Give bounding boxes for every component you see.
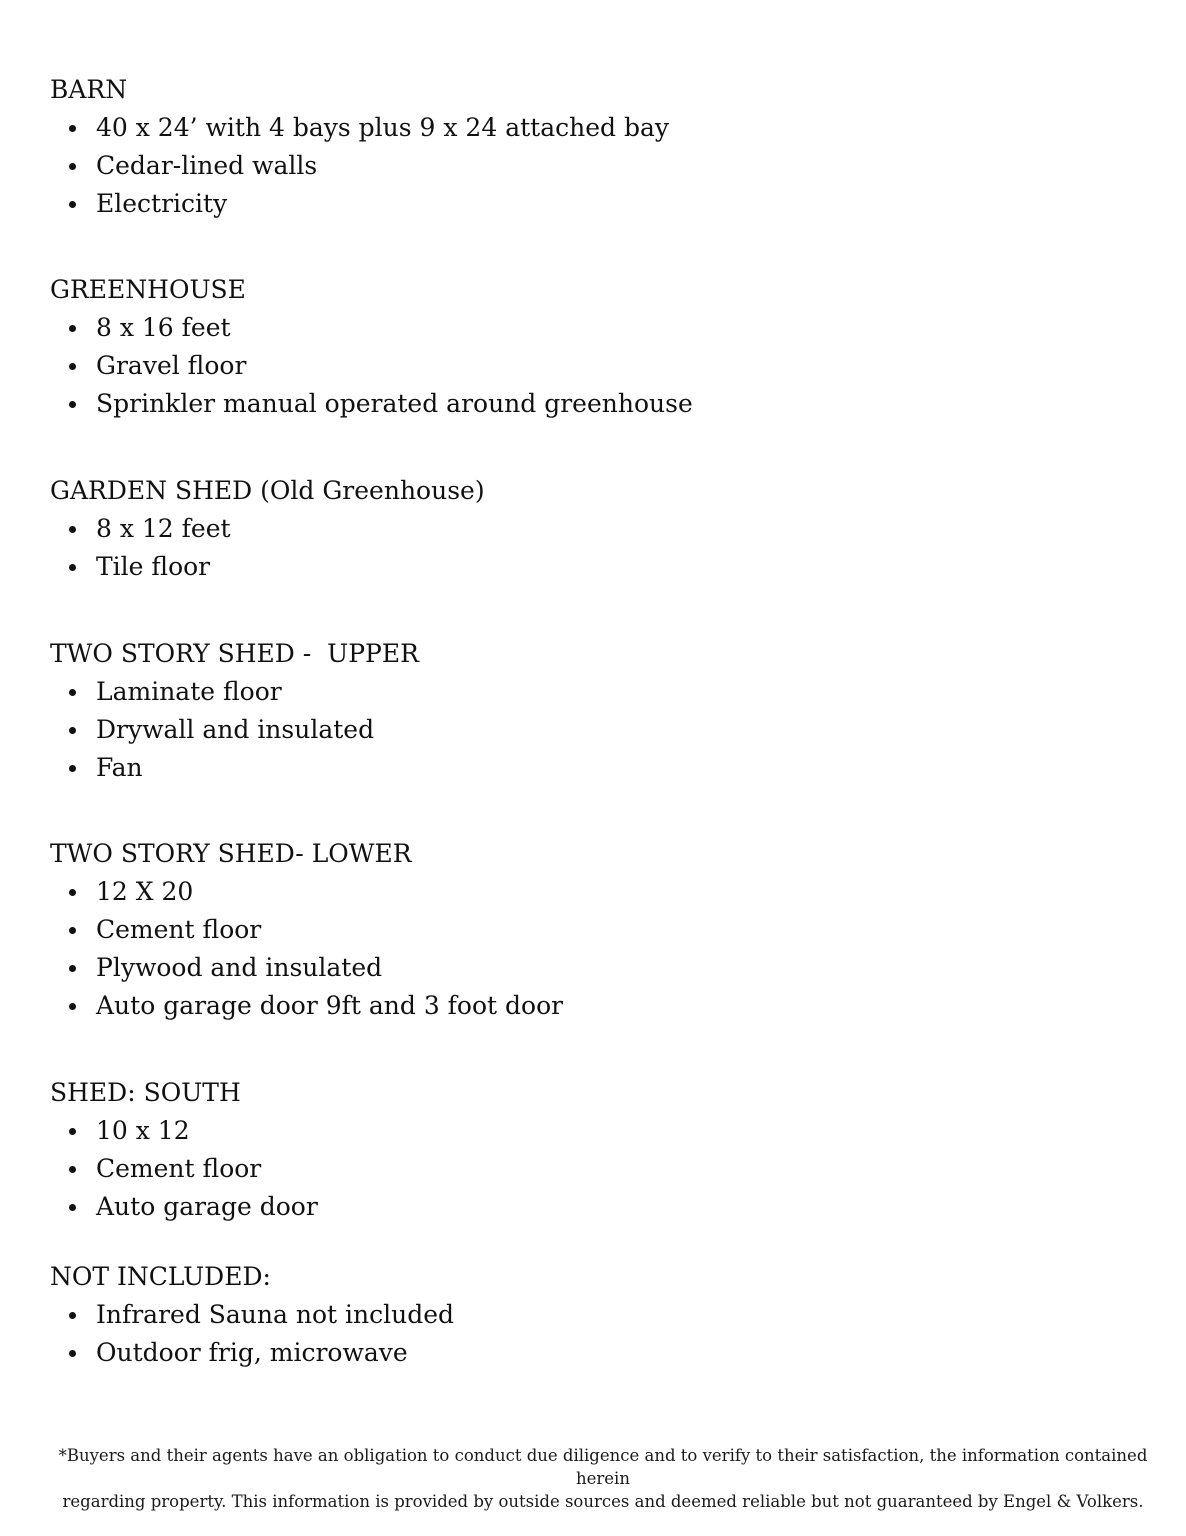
list-item — [50, 385, 1150, 423]
list-item — [50, 987, 1150, 1025]
list-item — [50, 510, 1150, 548]
item-text: Drywall and insulated — [96, 715, 375, 744]
section-title: SHED: SOUTH — [50, 1078, 241, 1107]
item-list — [50, 309, 1150, 423]
section-two-story-lower — [50, 835, 1150, 1025]
item-text: Auto garage door — [96, 1192, 318, 1221]
item-text: 12 X 20 — [96, 877, 194, 906]
list-item — [50, 109, 1150, 147]
section-greenhouse — [50, 271, 1150, 423]
bullet-icon — [69, 325, 76, 332]
item-text: 10 x 12 — [96, 1116, 190, 1145]
bullet-icon — [69, 1166, 76, 1173]
bullet-icon — [69, 1003, 76, 1010]
item-list — [50, 673, 1150, 787]
list-item — [50, 1334, 1150, 1372]
item-text: 8 x 16 feet — [96, 313, 231, 342]
item-text: 40 x 24’ with 4 bays plus 9 x 24 attached bay — [96, 113, 669, 142]
list-item — [50, 347, 1150, 385]
disclaimer-line-2: regarding property. This information is provided by outside sources and deemed reliable but not guaranteed by Engel & Volkers. — [62, 1492, 1144, 1511]
bullet-icon — [69, 927, 76, 934]
bullet-icon — [69, 401, 76, 408]
item-text: Fan — [96, 753, 143, 782]
list-item — [50, 673, 1150, 711]
list-item — [50, 1188, 1150, 1226]
section-garden-shed — [50, 472, 1150, 586]
bullet-icon — [69, 765, 76, 772]
item-text: Cement floor — [96, 1154, 262, 1183]
item-list — [50, 873, 1150, 1025]
item-list — [50, 1296, 1150, 1372]
item-text: Sprinkler manual operated around greenhouse — [96, 389, 693, 418]
item-text: Electricity — [96, 189, 228, 218]
list-item — [50, 911, 1150, 949]
section-title: NOT INCLUDED: — [50, 1262, 271, 1291]
bullet-icon — [69, 363, 76, 370]
item-text: Cement floor — [96, 915, 262, 944]
disclaimer-line-1: *Buyers and their agents have an obligation to conduct due diligence and to verify to their satisfaction, the information contained herein — [58, 1446, 1148, 1488]
list-item — [50, 185, 1150, 223]
bullet-icon — [69, 564, 76, 571]
list-item — [50, 1112, 1150, 1150]
bullet-icon — [69, 965, 76, 972]
list-item — [50, 309, 1150, 347]
item-text: Outdoor frig, microwave — [96, 1338, 408, 1367]
list-item — [50, 711, 1150, 749]
item-text: 8 x 12 feet — [96, 514, 231, 543]
list-item — [50, 749, 1150, 787]
bullet-icon — [69, 1312, 76, 1319]
section-title: TWO STORY SHED- LOWER — [50, 839, 412, 868]
item-text: Cedar-lined walls — [96, 151, 318, 180]
section-shed-south — [50, 1074, 1150, 1226]
section-title: BARN — [50, 75, 128, 104]
bullet-icon — [69, 1350, 76, 1357]
item-text: Laminate floor — [96, 677, 282, 706]
list-item — [50, 1150, 1150, 1188]
bullet-icon — [69, 727, 76, 734]
list-item — [50, 548, 1150, 586]
section-title: GARDEN SHED (Old Greenhouse) — [50, 476, 485, 505]
bullet-icon — [69, 689, 76, 696]
section-two-story-upper — [50, 635, 1150, 787]
item-text: Infrared Sauna not included — [96, 1300, 455, 1329]
list-item — [50, 1296, 1150, 1334]
item-list — [50, 510, 1150, 586]
section-title: GREENHOUSE — [50, 275, 246, 304]
item-text: Tile floor — [96, 552, 211, 581]
section-barn — [50, 71, 1150, 223]
list-item — [50, 873, 1150, 911]
bullet-icon — [69, 1128, 76, 1135]
section-not-included — [50, 1258, 1150, 1372]
bullet-icon — [69, 889, 76, 896]
bullet-icon — [69, 1204, 76, 1211]
item-text: Plywood and insulated — [96, 953, 383, 982]
bullet-icon — [69, 526, 76, 533]
list-item — [50, 147, 1150, 185]
bullet-icon — [69, 163, 76, 170]
item-list — [50, 1112, 1150, 1226]
section-title: TWO STORY SHED - UPPER — [50, 639, 419, 668]
bullet-icon — [69, 201, 76, 208]
item-list — [50, 109, 1150, 223]
item-text: Auto garage door 9ft and 3 foot door — [96, 991, 564, 1020]
disclaimer — [40, 1444, 1166, 1513]
list-item — [50, 949, 1150, 987]
item-text: Gravel floor — [96, 351, 247, 380]
bullet-icon — [69, 125, 76, 132]
